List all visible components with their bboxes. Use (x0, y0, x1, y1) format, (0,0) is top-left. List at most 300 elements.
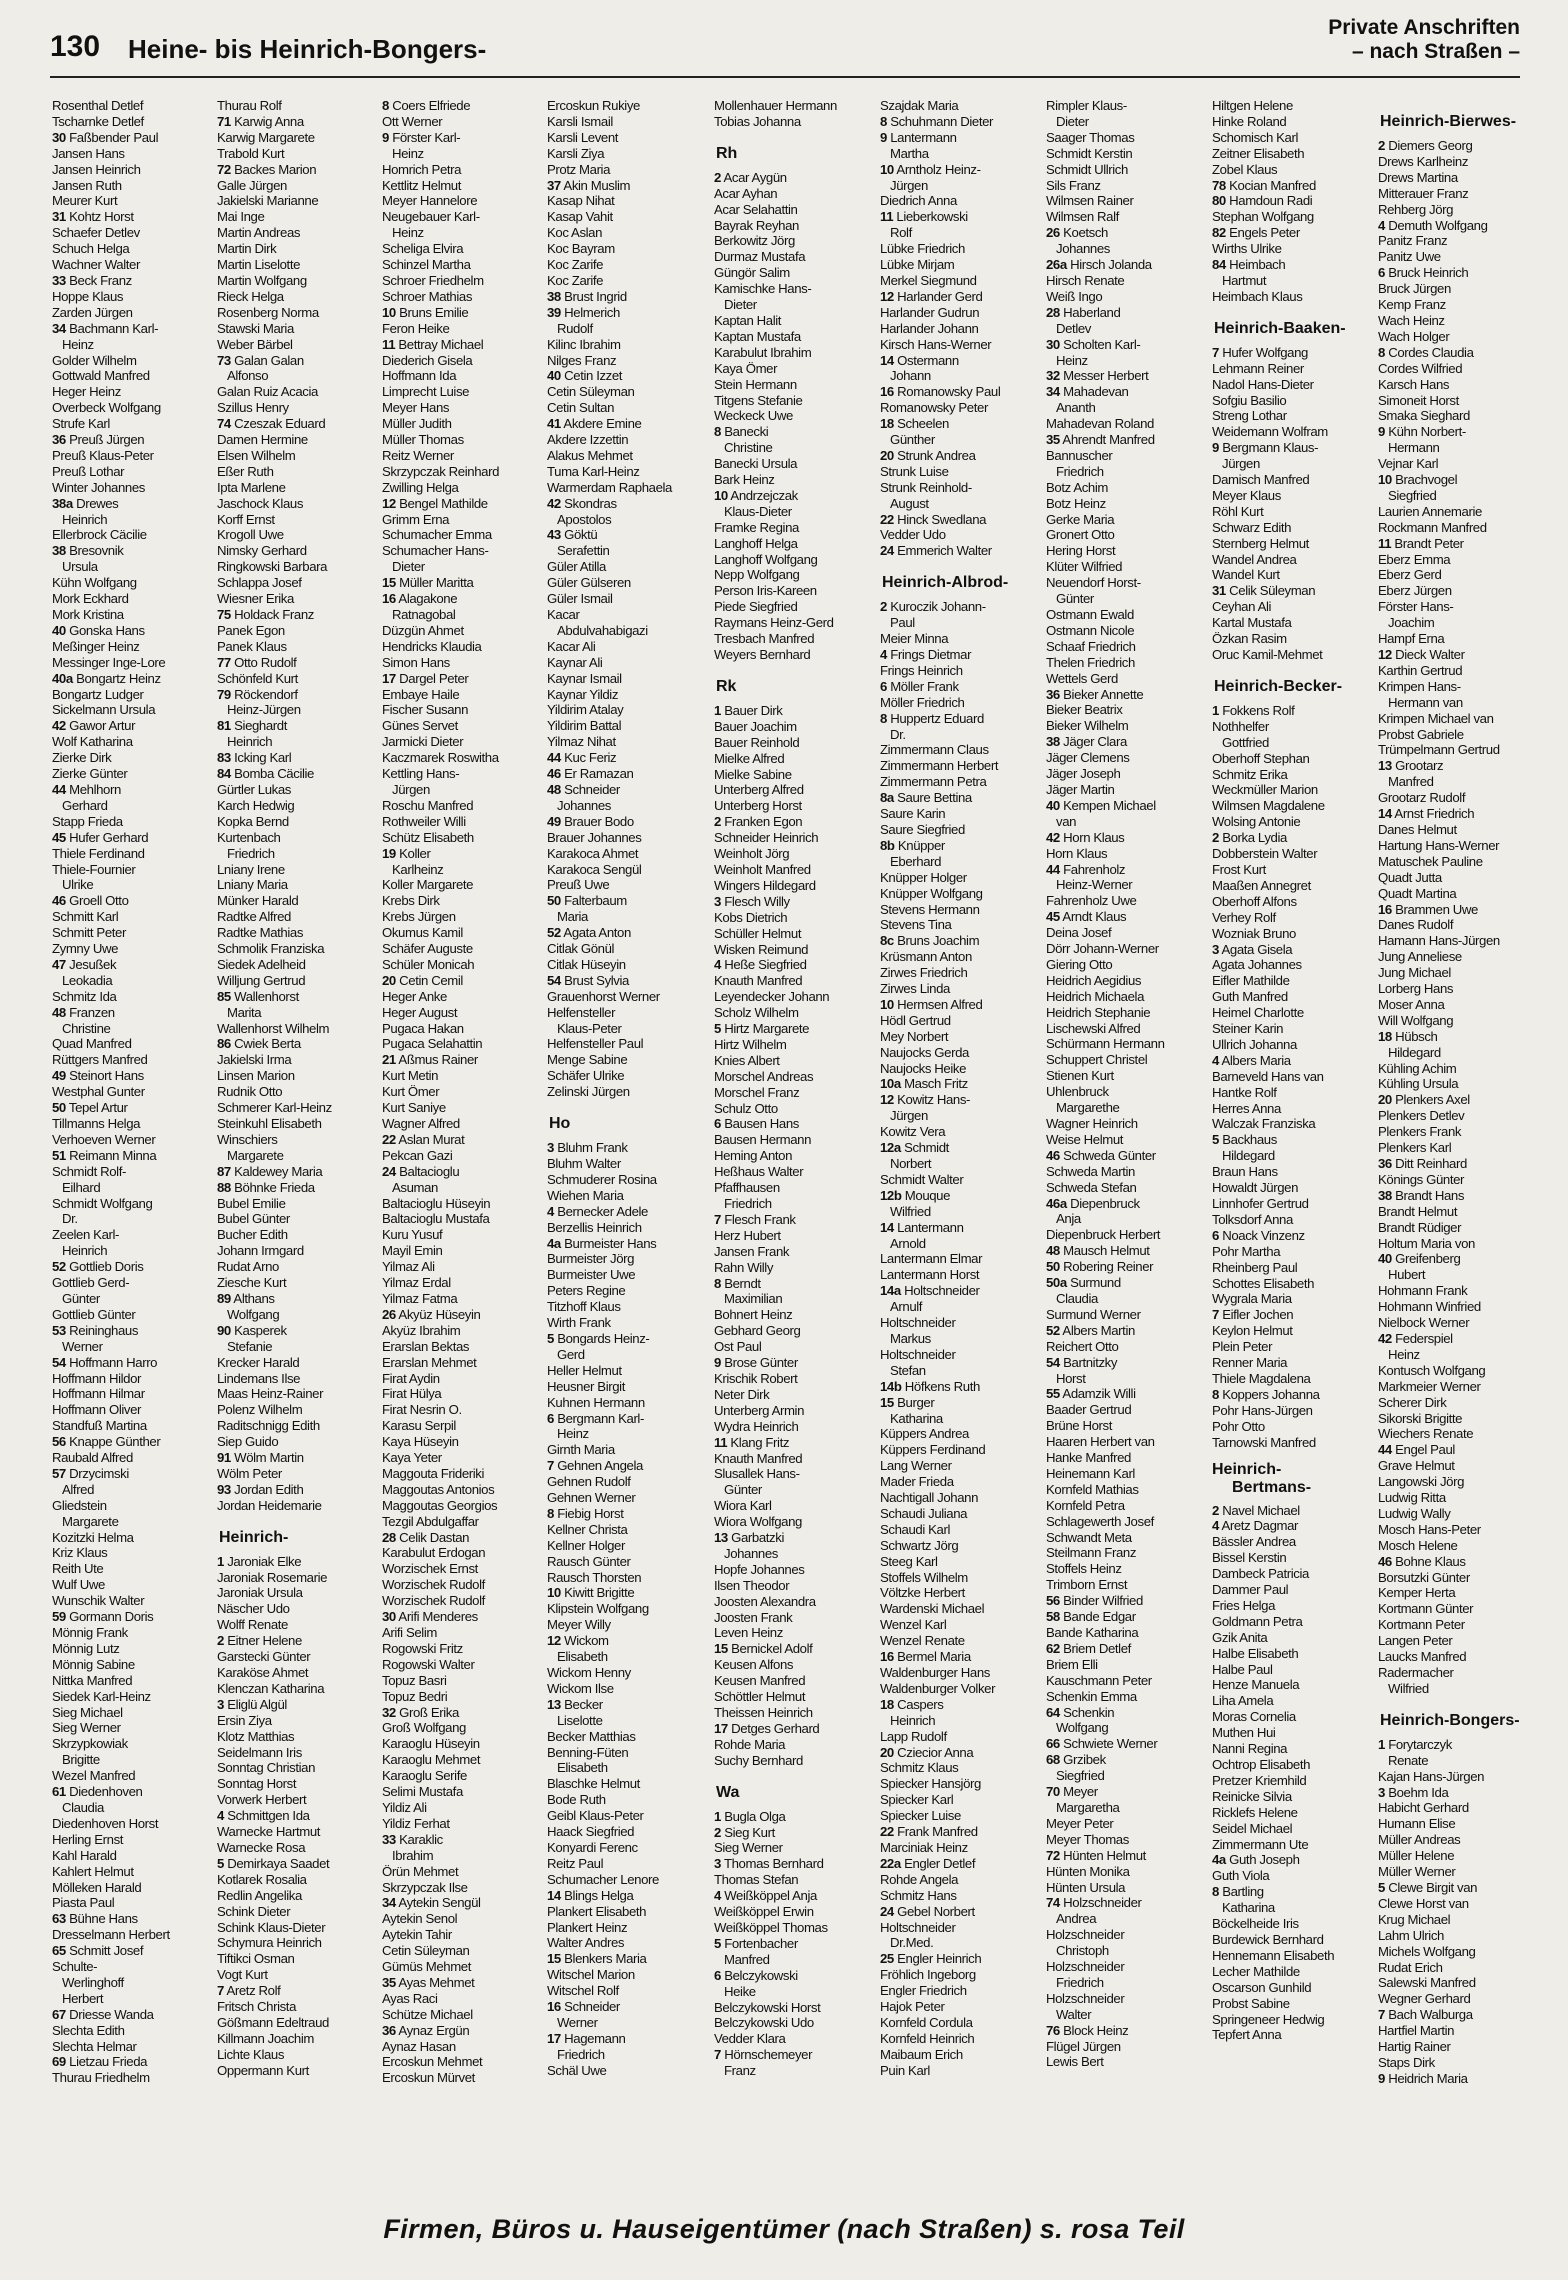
resident-entry (1212, 910, 1370, 926)
resident-entry (880, 337, 1038, 353)
resident-name: Johann Irmgard (217, 1243, 304, 1259)
resident-name: Bachmann Karl- (69, 320, 159, 336)
entry-continuation (52, 1800, 210, 1816)
resident-name: Krug Michael (1378, 1911, 1451, 1927)
resident-name: Schmidt Walter (880, 1171, 964, 1187)
resident-name: Kaldewey Maria (234, 1163, 323, 1179)
house-number: 34 (1046, 384, 1060, 400)
house-number: 44 (52, 781, 66, 797)
resident-name: Thomas Stefan (714, 1872, 799, 1888)
house-number: 74 (1046, 1895, 1060, 1911)
resident-name: Kahl Harald (52, 1847, 117, 1863)
resident-entry (880, 1538, 1038, 1554)
resident-name: van (1056, 813, 1077, 829)
resident-entry (1378, 1140, 1522, 1156)
resident-name: Borsutzki Günter (1378, 1569, 1470, 1585)
resident-name: Hantke Rolf (1212, 1084, 1277, 1100)
house-number: 52 (52, 1259, 66, 1275)
resident-name: Eberhard (890, 853, 942, 869)
resident-entry (1046, 909, 1204, 925)
resident-entry (1212, 1323, 1370, 1339)
resident-name: Leven Heinz (714, 1625, 783, 1641)
resident-entry (217, 146, 375, 162)
resident-name: Schuhmann Dieter (890, 113, 994, 129)
resident-name: Schmerer Karl-Heinz (217, 1100, 332, 1116)
resident-entry (714, 1968, 872, 1984)
resident-entry (1046, 830, 1204, 846)
entry-continuation (1046, 1975, 1204, 1991)
street-heading: Heinrich-Bierwes- (1380, 113, 1517, 130)
resident-entry (52, 1625, 210, 1641)
resident-name: Siep Guido (217, 1434, 279, 1450)
house-number: 85 (217, 988, 231, 1004)
resident-name: Liha Amela (1212, 1693, 1274, 1709)
resident-entry (1212, 1582, 1370, 1598)
house-number: 36 (382, 2022, 396, 2038)
resident-entry (880, 822, 1038, 838)
resident-name: Gottfried (1222, 734, 1269, 750)
house-number: 74 (217, 416, 231, 432)
resident-name: Hinke Roland (1212, 113, 1287, 129)
resident-entry (1212, 393, 1370, 409)
resident-entry (1212, 289, 1370, 305)
house-number: 73 (217, 352, 231, 368)
resident-entry (1378, 1896, 1522, 1912)
resident-name: Frings Heinrich (880, 662, 963, 678)
resident-name: Blaschke Helmut (547, 1776, 640, 1792)
resident-name: Heße Siegfried (724, 957, 807, 973)
resident-entry (1046, 1752, 1204, 1768)
resident-name: Hermann van (1388, 694, 1463, 710)
resident-name: Leyendecker Johann (714, 989, 830, 1005)
entry-continuation (1212, 456, 1370, 472)
resident-entry (1378, 1864, 1522, 1880)
resident-name: Citlak Gönül (547, 941, 615, 957)
resident-name: Mayil Emin (382, 1243, 443, 1259)
resident-entry (547, 1776, 705, 1792)
resident-name: Diepenbruck (1070, 1195, 1140, 1211)
resident-entry (52, 2070, 210, 2086)
footer-note: Firmen, Büros u. Hauseigentümer (nach Straßen) s. rosa Teil (383, 2214, 1185, 2244)
resident-entry (1378, 345, 1522, 361)
resident-entry (547, 1052, 705, 1068)
resident-entry (1212, 1518, 1370, 1534)
resident-name: Schwandt Meta (1046, 1529, 1132, 1545)
section-label (1328, 16, 1520, 64)
resident-name: Grzibek (1063, 1752, 1106, 1768)
resident-entry (1046, 432, 1204, 448)
entry-continuation (547, 1021, 705, 1037)
resident-entry (1212, 1996, 1370, 2012)
resident-entry (880, 1681, 1038, 1697)
resident-name: Anja (1056, 1211, 1081, 1227)
resident-entry (1378, 281, 1522, 297)
resident-name: Kasperek (234, 1322, 287, 1338)
resident-name: Elisabeth (557, 1649, 608, 1665)
resident-name: Helfensteller (547, 1004, 616, 1020)
resident-name: Bauer Dirk (724, 702, 783, 718)
resident-name: Mönnig Lutz (52, 1640, 120, 1656)
house-number: 14a (880, 1283, 901, 1299)
resident-entry (1046, 1148, 1204, 1164)
resident-name: Hoffmann Ida (382, 368, 457, 384)
resident-entry (1212, 98, 1370, 114)
resident-entry (1046, 798, 1204, 814)
resident-name: Walczak Franziska (1212, 1116, 1316, 1132)
resident-name: Liselotte (557, 1712, 603, 1728)
resident-name: Aytekin Sengül (398, 1895, 481, 1911)
resident-entry (1212, 647, 1370, 663)
resident-entry (217, 1729, 375, 1745)
resident-entry (880, 1013, 1038, 1029)
resident-name: Jäger Joseph (1046, 766, 1121, 782)
house-number: 7 (714, 2047, 721, 2063)
resident-entry (1378, 1912, 1522, 1928)
resident-name: Güler Atilla (547, 559, 606, 575)
resident-name: Romanowsky Peter (880, 400, 988, 416)
resident-entry (1378, 1944, 1522, 1960)
resident-name: Möller Friedrich (880, 694, 965, 710)
resident-entry (217, 1386, 375, 1402)
resident-name: Wardenski Michael (880, 1601, 985, 1617)
resident-entry (217, 1434, 375, 1450)
resident-entry (1212, 2027, 1370, 2043)
resident-name: Gerke Maria (1046, 511, 1115, 527)
resident-entry (1046, 2039, 1204, 2055)
resident-name: Quad Manfred (52, 1036, 132, 1052)
resident-name: Vorwerk Herbert (217, 1792, 307, 1808)
house-number: 2 (880, 599, 887, 615)
resident-name: Haack Siegfried (547, 1824, 635, 1840)
resident-name: Röckendorf (234, 686, 298, 702)
resident-entry (1378, 711, 1522, 727)
resident-name: Briem Detlef (1063, 1640, 1131, 1656)
resident-name: Romanowsky Paul (897, 384, 1001, 400)
resident-entry (1046, 1784, 1204, 1800)
resident-name: Ricklefs Helene (1212, 1804, 1298, 1820)
resident-name: Kuroczik Johann- (890, 599, 986, 615)
resident-name: Agata Anton (563, 925, 631, 941)
entry-continuation (1046, 321, 1204, 337)
resident-entry (714, 830, 872, 846)
resident-name: Vejnar Karl (1378, 456, 1439, 472)
resident-entry (52, 607, 210, 623)
resident-name: Westphal Gunter (52, 1084, 145, 1100)
resident-name: Bausen Hermann (714, 1132, 812, 1148)
resident-name: Saager Thomas (1046, 129, 1135, 145)
resident-name: Schroer Friedhelm (382, 272, 484, 288)
house-number: 20 (382, 972, 396, 988)
resident-entry (217, 1211, 375, 1227)
resident-name: Kacar Ali (547, 638, 596, 654)
house-number: 42 (1378, 1330, 1392, 1346)
house-number: 16 (880, 1649, 894, 1665)
resident-entry (1212, 178, 1370, 194)
resident-entry (217, 687, 375, 703)
resident-entry (217, 1808, 375, 1824)
resident-entry (547, 162, 705, 178)
resident-name: Mausch Helmut (1063, 1243, 1150, 1259)
resident-name: Krüsmann Anton (880, 949, 972, 965)
resident-name: Kaczmarek Roswitha (382, 750, 499, 766)
house-number: 34 (382, 1895, 396, 1911)
resident-name: Acar Selahattin (714, 201, 798, 217)
house-number: 32 (382, 1704, 396, 1720)
resident-entry (1046, 1848, 1204, 1864)
resident-entry (217, 607, 375, 623)
resident-entry (52, 1148, 210, 1164)
resident-entry (1378, 2055, 1522, 2071)
resident-name: Wezel Manfred (52, 1768, 136, 1784)
resident-entry (1378, 790, 1522, 806)
resident-name: Pugaca Selahattin (382, 1036, 483, 1052)
resident-name: Diemers Georg (1388, 138, 1473, 153)
house-number: 5 (1378, 1879, 1385, 1895)
resident-name: Heßhaus Walter (714, 1164, 804, 1180)
resident-name: Menge Sabine (547, 1052, 628, 1068)
resident-entry (1212, 1614, 1370, 1630)
house-number: 1 (1212, 702, 1219, 718)
resident-name: Claudia (62, 1799, 104, 1815)
resident-entry (714, 1403, 872, 1419)
resident-entry (1212, 1566, 1370, 1582)
resident-entry (52, 130, 210, 146)
resident-name: Aretz Rolf (226, 1983, 281, 1999)
resident-name: Topuz Bedri (382, 1688, 448, 1704)
resident-entry (52, 321, 210, 337)
resident-name: Dr.Med. (890, 1935, 934, 1951)
resident-name: Engel Paul (1395, 1442, 1455, 1458)
resident-name: Schmidt Wolfgang (52, 1195, 153, 1211)
resident-entry (1212, 782, 1370, 798)
resident-entry (52, 1116, 210, 1132)
resident-name: Hennemann Elisabeth (1212, 1947, 1335, 1963)
resident-entry (1212, 1291, 1370, 1307)
resident-name: Schumacher Lenore (547, 1871, 659, 1887)
resident-name: Frings Dietmar (890, 647, 972, 662)
resident-name: Agata Gisela (1221, 941, 1293, 957)
entry-continuation (880, 854, 1038, 870)
street-heading-continued: Bertmans- (1232, 1478, 1312, 1496)
resident-name: Unterberg Alfred (714, 782, 804, 798)
resident-name: Joosten Alexandra (714, 1593, 816, 1609)
resident-name: Thiele-Fournier (52, 861, 136, 877)
resident-entry (714, 1451, 872, 1467)
resident-name: Wisken Reimund (714, 941, 809, 957)
house-number: 7 (1212, 1307, 1219, 1323)
resident-entry (1378, 1769, 1522, 1785)
resident-name: Hildegard (1222, 1148, 1275, 1164)
resident-entry (52, 1005, 210, 1021)
resident-name: Engler Heinrich (897, 1951, 982, 1967)
resident-name: Weyers Bernhard (714, 647, 811, 662)
resident-entry (1212, 130, 1370, 146)
resident-name: Schenkin Emma (1046, 1688, 1137, 1704)
resident-name: Girnth Maria (547, 1442, 615, 1458)
resident-entry (880, 1490, 1038, 1506)
resident-entry (1212, 1980, 1370, 1996)
resident-name: Maggouta Frideriki (382, 1465, 485, 1481)
resident-name: Winter Johannes (52, 479, 145, 495)
resident-name: Förster Karl- (392, 129, 461, 145)
resident-entry (1046, 1673, 1204, 1689)
resident-name: Harlander Johann (880, 320, 979, 336)
resident-name: Alagakone (398, 591, 458, 607)
resident-entry (1212, 225, 1370, 241)
resident-name: Hiltgen Helene (1212, 98, 1293, 113)
resident-entry (547, 862, 705, 878)
resident-name: Schmidt Rolf- (52, 1163, 126, 1179)
resident-name: Schäfer Ulrike (547, 1068, 625, 1084)
resident-name: Aslan Murat (398, 1131, 465, 1147)
resident-name: Merkel Siegmund (880, 272, 977, 288)
resident-name: Hoffmann Hilmar (52, 1386, 145, 1402)
resident-entry (880, 1220, 1038, 1236)
resident-entry (1378, 1124, 1522, 1140)
resident-name: Martin Liselotte (217, 257, 301, 273)
resident-name: Rimpler Klaus- (1046, 98, 1127, 113)
resident-name: Stawski Maria (217, 320, 294, 336)
house-number: 26 (382, 1306, 396, 1322)
resident-entry (1046, 559, 1204, 575)
resident-name: Bande Katharina (1046, 1625, 1139, 1640)
resident-entry (52, 1609, 210, 1625)
entry-continuation (880, 1299, 1038, 1315)
resident-name: Dr. (890, 726, 906, 742)
resident-entry (52, 655, 210, 671)
resident-name: Kornfeld Mathias (1046, 1481, 1139, 1497)
resident-name: Schweda Martin (1046, 1163, 1135, 1179)
resident-entry (217, 448, 375, 464)
resident-name: Wozniak Bruno (1212, 925, 1296, 941)
resident-name: Gottlieb Gerd- (52, 1275, 130, 1291)
resident-entry (382, 432, 540, 448)
resident-name: Aretz Dagmar (1221, 1518, 1299, 1534)
resident-entry (382, 1545, 540, 1561)
resident-entry (714, 313, 872, 329)
resident-name: Karaklic (399, 1831, 443, 1847)
resident-entry (382, 1211, 540, 1227)
resident-name: Karsli Ismail (547, 113, 613, 129)
resident-name: Schwartz Jörg (880, 1537, 959, 1553)
house-number: 52 (1046, 1322, 1060, 1338)
resident-entry (1046, 1021, 1204, 1037)
resident-name: Weckmüller Marion (1212, 782, 1318, 798)
resident-entry (382, 289, 540, 305)
resident-entry (714, 1164, 872, 1180)
resident-entry (714, 218, 872, 234)
resident-entry (1046, 193, 1204, 209)
resident-entry (1212, 1677, 1370, 1693)
resident-entry (52, 830, 210, 846)
resident-name: Plenkers Detlev (1378, 1108, 1465, 1124)
resident-name: Möller Frank (890, 678, 959, 694)
resident-entry (1378, 2071, 1522, 2087)
resident-name: Scherer Dirk (1378, 1394, 1447, 1410)
resident-name: Zimmermann Petra (880, 774, 987, 790)
resident-name: Schweda Stefan (1046, 1179, 1137, 1195)
street-heading: Wa (716, 1783, 740, 1801)
entry-continuation (714, 504, 872, 520)
resident-name: Gehnen Angela (557, 1458, 643, 1474)
resident-entry (1212, 878, 1370, 894)
resident-name: Thiele Magdalena (1212, 1370, 1311, 1386)
resident-entry (714, 926, 872, 942)
resident-entry (547, 1220, 705, 1236)
resident-entry (217, 1402, 375, 1418)
resident-entry (1046, 1514, 1204, 1530)
resident-entry (1046, 448, 1204, 464)
resident-entry (1212, 1387, 1370, 1403)
resident-entry (547, 1172, 705, 1188)
house-number: 8 (1378, 344, 1385, 360)
house-number: 7 (1212, 344, 1219, 360)
resident-name: Jordan Edith (234, 1481, 304, 1497)
resident-name: Bugla Olga (724, 1808, 786, 1824)
resident-entry (217, 1132, 375, 1148)
resident-name: Danes Helmut (1378, 821, 1457, 837)
resident-name: Heinz (62, 336, 94, 352)
resident-entry (1212, 257, 1370, 273)
resident-entry (382, 1323, 540, 1339)
resident-entry (1212, 1005, 1370, 1021)
entry-continuation (880, 496, 1038, 512)
house-number: 1 (1378, 1736, 1385, 1752)
house-number: 5 (1212, 1132, 1219, 1148)
resident-entry (382, 1911, 540, 1927)
resident-name: Lewis Bert (1046, 2054, 1104, 2070)
resident-entry (547, 1872, 705, 1888)
resident-name: Habicht Gerhard (1378, 1800, 1469, 1816)
resident-entry (1212, 424, 1370, 440)
resident-entry (547, 2063, 705, 2079)
resident-entry (382, 1259, 540, 1275)
resident-name: Krimpen Michael van (1378, 710, 1494, 726)
resident-name: Weißköppel Erwin (714, 1904, 814, 1920)
resident-entry (52, 1275, 210, 1291)
resident-entry (714, 1085, 872, 1101)
resident-name: Mahadevan (1063, 384, 1129, 400)
resident-entry (714, 1872, 872, 1888)
resident-name: Cwiek Berta (234, 1036, 301, 1052)
resident-name: Baader Gertrud (1046, 1402, 1132, 1418)
house-number: 12 (547, 1633, 561, 1649)
resident-entry (714, 782, 872, 798)
resident-name: Golder Wilhelm (52, 352, 137, 368)
entry-continuation (217, 368, 375, 384)
resident-name: Trümpelmann Gertrud (1378, 742, 1500, 758)
resident-entry (382, 1164, 540, 1180)
entry-continuation (1046, 1943, 1204, 1959)
resident-entry (382, 114, 540, 130)
resident-name: Rohde Angela (880, 1871, 959, 1887)
resident-entry (714, 170, 872, 186)
resident-entry (382, 814, 540, 830)
resident-entry (714, 1419, 872, 1435)
resident-entry (382, 1689, 540, 1705)
resident-entry (547, 1585, 705, 1601)
resident-name: Jarmicki Dieter (382, 734, 464, 750)
resident-name: Wickom (564, 1633, 609, 1649)
resident-entry (547, 178, 705, 194)
resident-name: Günther (890, 432, 935, 448)
house-number: 84 (217, 766, 231, 782)
resident-name: Ipta Marlene (217, 479, 286, 495)
resident-entry (880, 1776, 1038, 1792)
resident-name: Martin Dirk (217, 241, 277, 257)
resident-name: Hoffmann Hildor (52, 1370, 142, 1386)
resident-name: Reichert Otto (1046, 1338, 1119, 1354)
